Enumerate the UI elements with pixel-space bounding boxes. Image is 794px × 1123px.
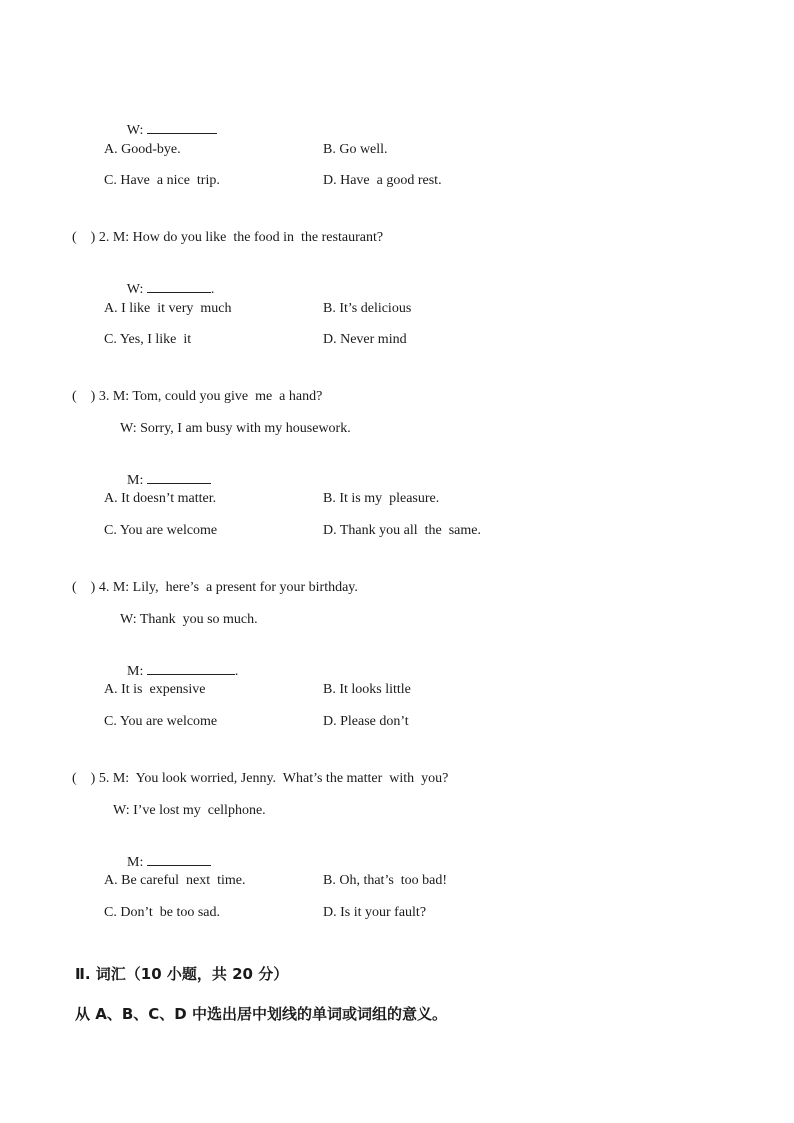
q5-option-c: C. Don’t be too sad. (104, 905, 221, 920)
q2-option-c: C. Yes, I like it (104, 332, 192, 347)
q5-option-b: B. Oh, that’s too bad! (323, 873, 448, 888)
q5-prompt: ( ) 5. M: You look worried, Jenny. What’s the matter with you? (72, 771, 449, 786)
answer-blank[interactable] (147, 470, 211, 484)
q5-option-d: D. Is it your fault? (323, 905, 427, 920)
speaker-label: M: (127, 473, 144, 488)
q5-option-a: A. Be careful next time. (104, 873, 246, 888)
speaker-label: W: (126, 123, 144, 138)
section-instruction: 从 A、B、C、D 中选出居中划线的单词或词组的意义。 (75, 1005, 447, 1023)
q4-option-d: D. Please don’t (323, 714, 409, 729)
answer-blank[interactable] (147, 852, 211, 866)
q3-option-a: A. It doesn’t matter. (104, 491, 217, 506)
reply-suffix: . (210, 282, 215, 297)
q1-option-a: A. Good-bye. (104, 142, 181, 157)
answer-blank[interactable] (147, 279, 211, 293)
speaker-label: M: (127, 855, 144, 870)
q4-option-b: B. It looks little (323, 682, 411, 697)
q2-option-b: B. It’s delicious (323, 301, 412, 316)
q4-prompt: ( ) 4. M: Lily, here’s a present for your birthday. (72, 580, 358, 595)
q2-prompt: ( ) 2. M: How do you like the food in the restaurant? (72, 230, 384, 245)
section-heading: Ⅱ. 词汇（10 小题，共 20 分） (75, 965, 289, 983)
q4-line2: W: Thank you so much. (120, 612, 258, 627)
q1-option-b: B. Go well. (323, 142, 388, 157)
reply-suffix: . (234, 664, 239, 679)
q4-reply-line (120, 643, 238, 681)
q1-option-d: D. Have a good rest. (323, 173, 442, 188)
q5-line2: W: I’ve lost my cellphone. (113, 803, 266, 818)
q3-prompt: ( ) 3. M: Tom, could you give me a hand? (72, 389, 323, 404)
speaker-label: W: (126, 282, 144, 297)
q1-option-c: C. Have a nice trip. (104, 173, 220, 188)
q4-option-a: A. It is expensive (104, 682, 206, 697)
q2-option-a: A. I like it very much (104, 301, 232, 316)
answer-blank[interactable] (147, 120, 217, 134)
q3-option-b: B. It is my pleasure. (323, 491, 440, 506)
q2-option-d: D. Never mind (323, 332, 407, 347)
q2-reply-line (120, 261, 214, 299)
q3-option-c: C. You are welcome (104, 523, 218, 538)
q3-option-d: D. Thank you all the same. (323, 523, 481, 538)
q3-reply-line (120, 452, 211, 490)
q1-reply-line (120, 102, 217, 140)
speaker-label: M: (127, 664, 144, 679)
q5-reply-line (120, 834, 211, 872)
q4-option-c: C. You are welcome (104, 714, 218, 729)
answer-blank[interactable] (147, 661, 235, 675)
q3-line2: W: Sorry, I am busy with my housework. (120, 421, 351, 436)
